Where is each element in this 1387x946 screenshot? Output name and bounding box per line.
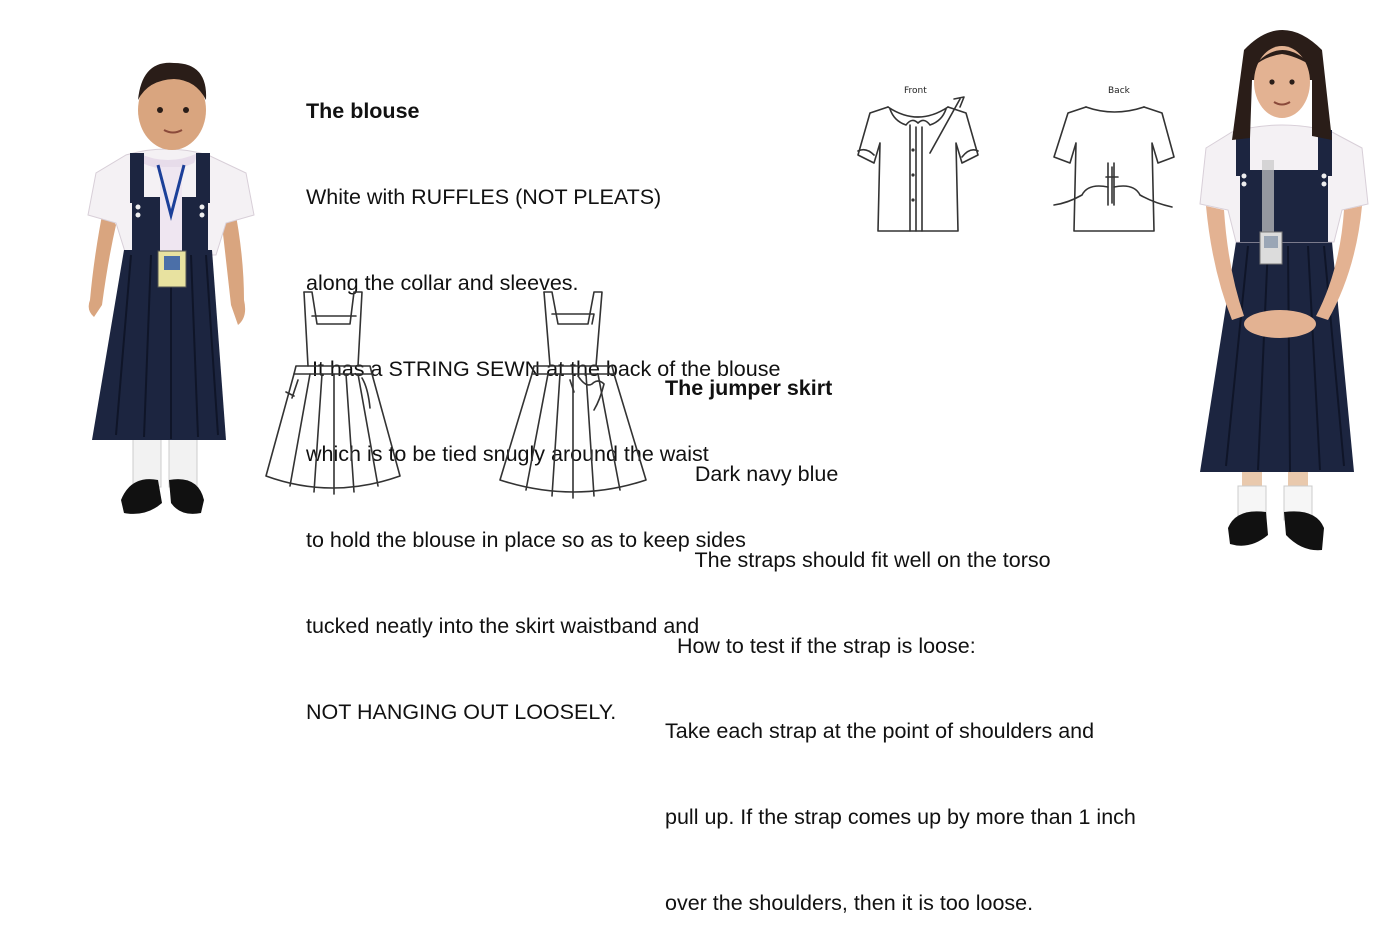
jumper-heading: The jumper skirt <box>665 376 833 401</box>
jumper-back-sketch <box>496 288 651 503</box>
jumper-text-block <box>665 317 1136 946</box>
student-photo-right <box>1192 20 1377 580</box>
jumper-line-3: How to test if the strap is loose: <box>665 633 976 658</box>
jumper-line-2: The straps should fit well on the torso <box>665 547 1051 572</box>
blouse-line-5: to hold the blouse in place so as to keep sides <box>306 528 746 553</box>
blouse-line-1: White with RUFFLES (NOT PLEATS) <box>306 184 662 209</box>
jumper-line-4: Take each strap at the point of shoulders and <box>665 719 1095 744</box>
blouse-line-7: NOT HANGING OUT LOOSELY. <box>306 699 617 724</box>
blouse-line-2: along the collar and sleeves. <box>306 270 579 295</box>
blouse-back-label: Back <box>1108 86 1130 96</box>
jumper-line-6: over the shoulders, then it is too loose. <box>665 890 1034 915</box>
student-photo-left <box>76 55 266 525</box>
blouse-line-6: tucked neatly into the skirt waistband and <box>306 613 700 638</box>
blouse-line-3: It has a STRING SEWN at the back of the blouse <box>306 356 781 381</box>
jumper-front-sketch <box>262 288 407 503</box>
blouse-back-sketch <box>1048 95 1183 235</box>
blouse-heading: The blouse <box>306 99 420 124</box>
blouse-line-4: which is to be tied snugly around the waist <box>306 442 709 467</box>
blouse-front-sketch <box>850 95 985 235</box>
jumper-line-5: pull up. If the strap comes up by more than 1 inch <box>665 805 1136 830</box>
blouse-front-label: Front <box>904 86 927 96</box>
jumper-line-1: Dark navy blue <box>665 461 839 486</box>
